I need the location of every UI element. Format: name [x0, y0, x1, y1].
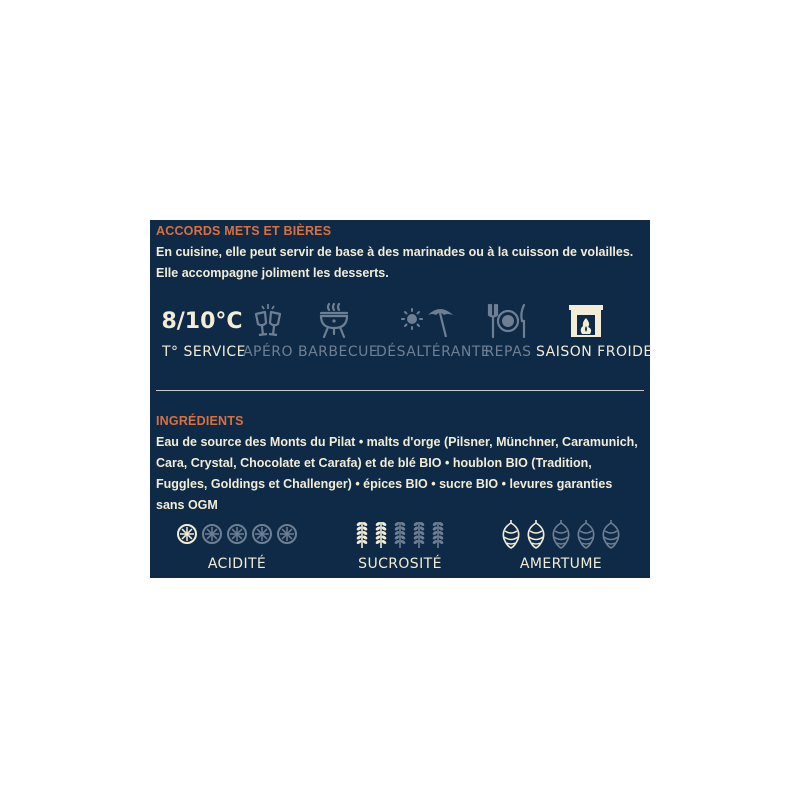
- pairing-apero: [242, 300, 294, 360]
- pairing-saison-froide: [536, 300, 653, 360]
- hop-icon: [500, 519, 522, 549]
- pairing-service-temperature: [161, 300, 247, 360]
- wheat-icon: [411, 518, 427, 550]
- pairing-desalterante: [376, 300, 491, 360]
- ingredients-text: Eau de source des Monts du Pilat • malts d'orge (Pilsner, Münchner, Caramunich, Cara, Crystal, Chocolate et Carafa) et de blé BIO • houblon BIO (Tradition, Fuggles, Goldings et Challenger) • épices BIO • sucre BIO • levures garanties sans OGM: [156, 435, 638, 512]
- hop-icon: [525, 519, 547, 549]
- pairing-barbecue: [298, 300, 379, 360]
- wheat-icon: [430, 518, 446, 550]
- pairing-label: BARBECUE: [298, 344, 379, 360]
- pairing-label: REPAS: [484, 344, 532, 360]
- lemon-slice-icon: [176, 523, 198, 545]
- lemon-slice-icon: [251, 523, 273, 545]
- hop-icon: [550, 519, 572, 549]
- accords-heading: ACCORDS METS ET BIÈRES: [156, 224, 332, 238]
- pairing-repas: [482, 300, 534, 360]
- rating-icons: [335, 518, 465, 550]
- section-divider: [156, 390, 644, 391]
- rating-icons: [172, 518, 302, 550]
- lemon-slice-icon: [276, 523, 298, 545]
- barbecue-icon: [314, 301, 354, 341]
- pairing-label: DÉSALTÉRANTE: [376, 344, 491, 360]
- cheers-icon: [248, 301, 288, 341]
- hop-icon: [600, 519, 622, 549]
- pairing-label: SAISON FROIDE: [536, 344, 653, 360]
- rating-sucrosite: [335, 518, 465, 572]
- beer-info-card: [150, 220, 653, 578]
- accords-text: En cuisine, elle peut servir de base à des marinades ou à la cuisson de volailles. Elle accompagne joliment les desserts.: [156, 245, 634, 280]
- pairing-label: APÉRO: [242, 344, 294, 360]
- lemon-slice-icon: [201, 523, 223, 545]
- rating-icons: [496, 518, 626, 550]
- sun-umbrella-icon: [400, 301, 456, 341]
- rating-acidite: [172, 518, 302, 572]
- fireplace-icon: [566, 301, 606, 341]
- rating-label: ACIDITÉ: [207, 556, 267, 572]
- wheat-icon: [392, 518, 408, 550]
- ingredients-heading: INGRÉDIENTS: [156, 414, 244, 428]
- rating-amertume: [496, 518, 626, 572]
- pairing-label: T° SERVICE: [162, 344, 247, 360]
- rating-label: AMERTUME: [519, 556, 603, 572]
- hop-icon: [575, 519, 597, 549]
- wheat-icon: [354, 518, 370, 550]
- wheat-icon: [373, 518, 389, 550]
- lemon-slice-icon: [226, 523, 248, 545]
- plate-cutlery-icon: [486, 301, 530, 341]
- service-temperature-value: 8/10°C: [161, 308, 243, 334]
- rating-label: SUCROSITÉ: [358, 556, 442, 572]
